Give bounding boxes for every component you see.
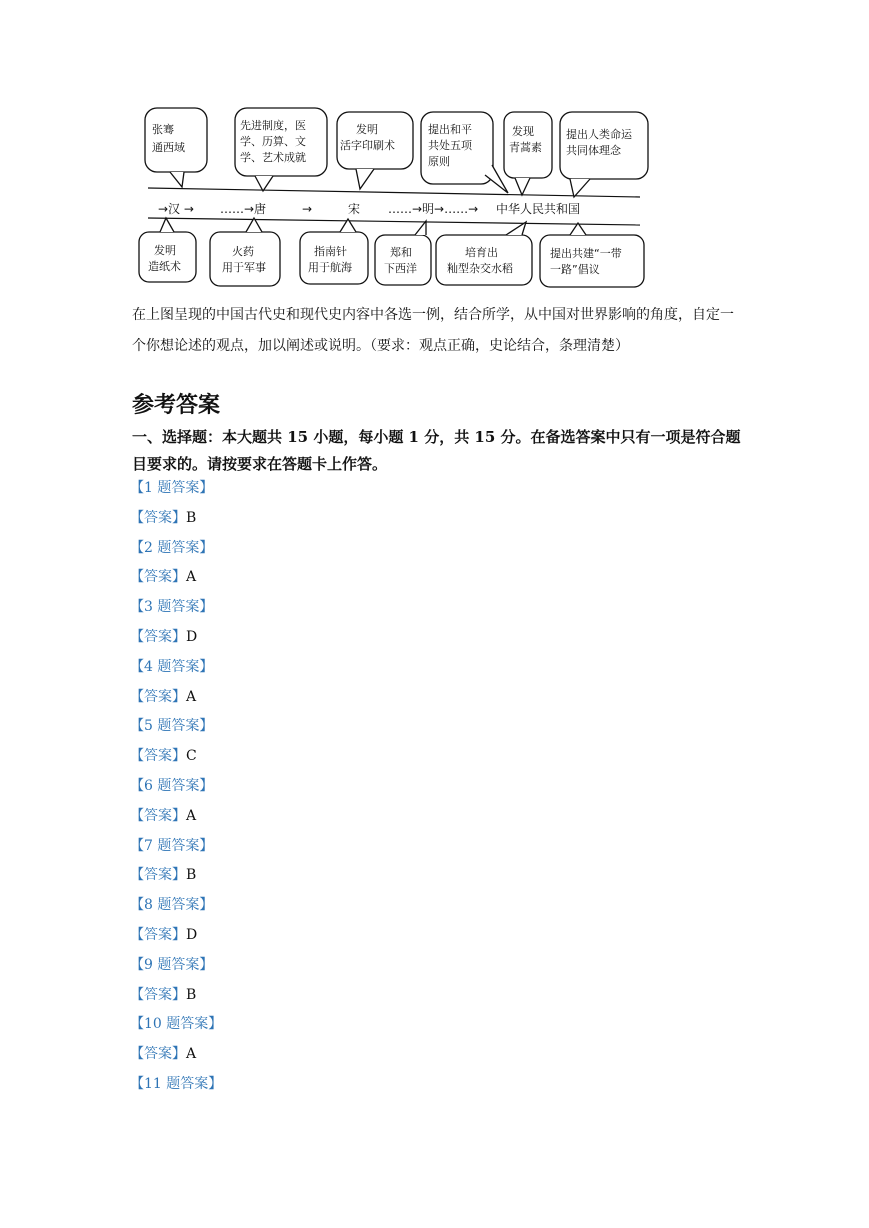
answer-value: A — [186, 688, 197, 705]
answer-label: 【答案】 — [130, 688, 186, 705]
bottom-box-gunpowder-line2: 用于军事 — [222, 261, 266, 274]
top-box-community-line2: 共同体理念 — [566, 144, 621, 157]
answer-heading: 【5 题答案】 — [130, 718, 214, 735]
top-box-community — [560, 112, 648, 197]
timeline-label-prc: 中华人民共和国 — [496, 202, 581, 216]
section-heading: 一、选择题：本大题共 15 小题，每小题 1 分，共 15 分。在备选答案中只有一项是符合题目要求的。请按要求在答题卡上作答。 — [132, 428, 741, 473]
top-box-artemisinin-line2: 青蒿素 — [509, 141, 542, 154]
answer-item — [130, 802, 222, 832]
answer-heading: 【10 题答案】 — [130, 1016, 223, 1033]
answer-value: B — [186, 986, 197, 1003]
top-box-artemisinin-line1: 发现 — [512, 125, 534, 138]
answer-heading: 【1 题答案】 — [130, 480, 214, 496]
answer-heading: 【6 题答案】 — [130, 777, 214, 794]
bottom-box-rice — [436, 222, 532, 285]
bottom-box-rice-line2: 籼型杂交水稻 — [447, 262, 513, 275]
answer-value: A — [186, 569, 197, 586]
answer-heading: 【4 题答案】 — [130, 658, 214, 675]
timeline-diagram — [130, 105, 670, 295]
top-box-artemisinin — [504, 112, 552, 195]
top-box-zhangqian — [145, 108, 207, 187]
bottom-box-paper-line2: 造纸术 — [148, 260, 181, 273]
answer-value: C — [186, 748, 197, 765]
answer-item — [130, 1040, 222, 1070]
answer-label: 【答案】 — [130, 986, 186, 1003]
answer-label: 【答案】 — [130, 867, 186, 884]
top-box-song-line2: 活字印刷术 — [340, 139, 395, 152]
timeline-label-song: 宋 — [348, 202, 361, 216]
answer-item — [130, 504, 222, 534]
top-box-tang-line1: 先进制度，医 — [240, 119, 306, 132]
timeline-svg — [130, 105, 670, 295]
top-box-zhangqian-line2: 通西域 — [152, 141, 185, 154]
bottom-box-zhenghe-line2: 下西洋 — [384, 262, 417, 275]
answer-value: A — [186, 807, 197, 824]
answer-label: 【答案】 — [130, 807, 186, 824]
answer-item — [130, 861, 222, 891]
bottom-box-gunpowder-line1: 火药 — [232, 245, 254, 258]
answer-item — [130, 742, 222, 772]
top-box-community-line1: 提出人类命运 — [566, 128, 632, 141]
bottom-box-paper — [139, 218, 196, 282]
answer-list — [130, 474, 222, 1100]
bottom-box-paper-line1: 发明 — [154, 244, 176, 257]
answer-heading: 【9 题答案】 — [130, 956, 214, 973]
top-box-peace-line2: 共处五项 — [428, 139, 472, 152]
answer-value: A — [186, 1046, 197, 1063]
bottom-box-rice-line1: 培育出 — [465, 246, 498, 259]
top-box-zhangqian-line1: 张骞 — [152, 123, 174, 136]
bottom-box-compass — [300, 219, 368, 284]
top-box-tang-line2: 学、历算、文 — [240, 135, 306, 148]
answer-heading: 【11 题答案】 — [130, 1075, 223, 1092]
answer-heading: 【2 题答案】 — [130, 539, 214, 556]
answer-item — [130, 683, 222, 713]
answer-heading: 【7 题答案】 — [130, 837, 214, 854]
answer-value: D — [186, 926, 198, 943]
timeline-label-tang: ……→唐 — [220, 202, 267, 216]
question-text: 在上图呈现的中国古代史和现代史内容中各选一例，结合所学，从中国对世界影响的角度，自定一个你想论述的观点，加以阐述或说明。（要求：观点正确，史论结合，条理清楚） — [132, 307, 734, 354]
answer-item — [130, 921, 222, 951]
bottom-box-beltroad-line2: 一路”倡议 — [550, 263, 600, 276]
top-box-peace-line1: 提出和平 — [428, 123, 472, 136]
answer-heading: 【3 题答案】 — [130, 599, 214, 616]
answer-heading: 【8 题答案】 — [130, 897, 214, 914]
bottom-box-beltroad-line1: 提出共建“一带 — [550, 247, 622, 260]
top-box-peace-line3: 原则 — [428, 155, 450, 168]
answer-label: 【答案】 — [130, 569, 186, 586]
answer-label: 【答案】 — [130, 926, 186, 943]
top-box-peace — [421, 112, 508, 193]
timeline-label-arrow: → — [302, 202, 313, 216]
top-box-tang — [235, 108, 327, 191]
timeline-label-ming: ……→明→……→ — [388, 202, 479, 216]
answer-label: 【答案】 — [130, 509, 186, 526]
top-box-song-line1: 发明 — [356, 123, 378, 136]
bottom-box-gunpowder — [210, 218, 280, 286]
timeline-bottom-line — [148, 218, 640, 225]
answer-value: B — [186, 509, 197, 526]
top-box-song — [337, 112, 413, 189]
timeline-top-line — [148, 188, 640, 197]
answer-value: B — [186, 867, 197, 884]
answer-label: 【答案】 — [130, 628, 186, 645]
bottom-box-zhenghe — [375, 221, 431, 285]
answer-item — [130, 563, 222, 593]
top-box-tang-line3: 学、艺术成就 — [240, 151, 306, 164]
timeline-label-han: →汉 → — [158, 202, 194, 216]
answer-value: D — [186, 628, 198, 645]
answer-label: 【答案】 — [130, 1046, 186, 1063]
answer-label: 【答案】 — [130, 748, 186, 765]
bottom-box-beltroad — [540, 223, 644, 287]
bottom-box-compass-line2: 用于航海 — [308, 261, 352, 274]
reference-answers-title: 参考答案 — [132, 393, 221, 418]
answer-item — [130, 981, 222, 1011]
answer-item — [130, 623, 222, 653]
bottom-box-zhenghe-line1: 郑和 — [390, 246, 412, 259]
bottom-box-compass-line1: 指南针 — [314, 245, 347, 258]
